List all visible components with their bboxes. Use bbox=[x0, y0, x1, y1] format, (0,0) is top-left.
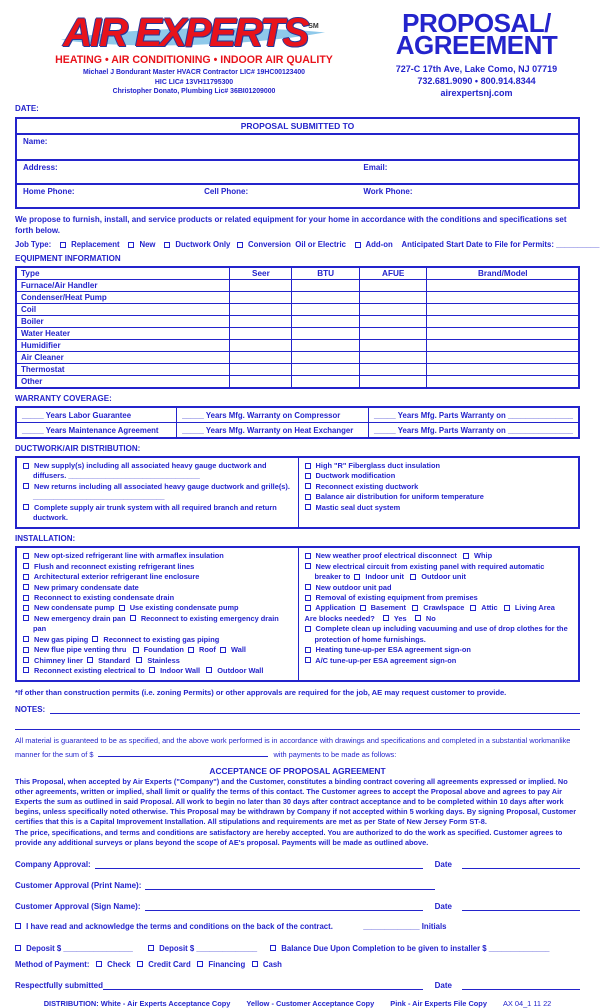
form-title-line2: AGREEMENT bbox=[395, 30, 558, 60]
equipment-value-cell[interactable] bbox=[292, 340, 360, 352]
equipment-value-cell[interactable] bbox=[230, 316, 292, 328]
checkbox[interactable] bbox=[305, 595, 311, 601]
tagline: HEATING • AIR CONDITIONING • INDOOR AIR QUALITY bbox=[55, 54, 333, 66]
equipment-type-cell: Water Heater bbox=[16, 328, 230, 340]
company-approval-row bbox=[15, 859, 580, 869]
checkbox[interactable] bbox=[23, 504, 29, 510]
customer-print-label: Customer Approval (Print Name): bbox=[15, 880, 142, 890]
sum-paragraph bbox=[15, 734, 580, 762]
checkbox[interactable] bbox=[220, 647, 226, 653]
checkbox[interactable] bbox=[305, 657, 311, 663]
equipment-value-cell[interactable] bbox=[230, 280, 292, 292]
checkbox[interactable] bbox=[130, 615, 136, 621]
company-approval-label: Company Approval: bbox=[15, 859, 91, 869]
warranty-cell[interactable]: _____ Years Maintenance Agreement bbox=[16, 423, 177, 439]
equipment-value-cell[interactable] bbox=[427, 364, 579, 376]
header bbox=[15, 5, 580, 99]
checklist-item: New electrical circuit from existing panel with required automatic breaker to Indoor unit Outdoor unit bbox=[305, 562, 574, 583]
customer-print-line[interactable] bbox=[145, 880, 435, 890]
customer-sign-approval-row bbox=[15, 901, 580, 911]
checklist-item: Removal of existing equipment from premises bbox=[305, 593, 574, 603]
checkbox[interactable] bbox=[305, 463, 311, 469]
equipment-row bbox=[16, 304, 579, 316]
checkbox[interactable] bbox=[470, 605, 476, 611]
checkbox[interactable] bbox=[23, 563, 29, 569]
checkbox[interactable] bbox=[270, 945, 276, 951]
checkbox[interactable] bbox=[237, 242, 243, 248]
checklist-item: Balance air distribution for uniform temperature bbox=[305, 492, 574, 502]
equipment-row bbox=[16, 352, 579, 364]
col-afue: AFUE bbox=[359, 267, 427, 280]
warranty-table bbox=[15, 406, 580, 439]
checklist-item: Ductwork modification bbox=[305, 471, 574, 481]
checkbox[interactable] bbox=[23, 595, 29, 601]
checklist-item: Complete clean up including vacuuming and use of drop clothes for the protection of home furnishings. bbox=[305, 624, 574, 645]
checkbox[interactable] bbox=[96, 961, 102, 967]
checklist-item: New gas piping Reconnect to existing gas piping bbox=[23, 635, 293, 645]
notes-row bbox=[15, 704, 580, 714]
checkbox[interactable] bbox=[305, 647, 311, 653]
ductwork-box bbox=[15, 456, 580, 529]
equipment-value-cell[interactable] bbox=[359, 304, 427, 316]
checklist-item: New weather proof electrical disconnect Whip bbox=[305, 551, 574, 561]
ductwork-left-column bbox=[17, 458, 298, 527]
equipment-value-cell[interactable] bbox=[427, 292, 579, 304]
equipment-type-cell: Condenser/Heat Pump bbox=[16, 292, 230, 304]
respectfully-submitted-row bbox=[15, 980, 580, 990]
equipment-value-cell[interactable] bbox=[292, 364, 360, 376]
col-seer: Seer bbox=[230, 267, 292, 280]
equipment-value-cell[interactable] bbox=[359, 352, 427, 364]
equipment-value-cell[interactable] bbox=[292, 304, 360, 316]
sum-text-2: with payments to be made as follows: bbox=[273, 750, 397, 760]
checkbox[interactable] bbox=[305, 483, 311, 489]
intro-text: We propose to furnish, install, and service products or related equipment for your home in accordance with the conditions and specifications set forth below. bbox=[15, 215, 567, 235]
date-label: DATE: bbox=[15, 104, 39, 113]
equipment-row bbox=[16, 376, 579, 389]
warranty-row bbox=[16, 423, 579, 439]
checklist-item: New flue pipe venting thru Foundation Roof Wall bbox=[23, 645, 293, 655]
equipment-value-cell[interactable] bbox=[427, 376, 579, 389]
address-field[interactable]: Address: bbox=[23, 163, 58, 172]
checkbox[interactable] bbox=[504, 605, 510, 611]
equipment-type-cell: Other bbox=[16, 376, 230, 389]
checklist-item: New condensate pump Use existing condensate pump bbox=[23, 603, 293, 613]
checklist-item: New supply(s) including all associated heavy gauge ductwork and diffusers. ________________________________ bbox=[23, 461, 293, 482]
equipment-type-cell: Humidifier bbox=[16, 340, 230, 352]
checklist-item: Reconnect existing electrical to Indoor Wall Outdoor Wall bbox=[23, 666, 293, 676]
checkbox[interactable] bbox=[252, 961, 258, 967]
checkbox[interactable] bbox=[87, 657, 93, 663]
checkbox[interactable] bbox=[137, 961, 143, 967]
checkbox[interactable] bbox=[305, 605, 311, 611]
installation-left-column bbox=[17, 548, 298, 680]
equipment-value-cell[interactable] bbox=[292, 316, 360, 328]
equipment-type-cell: Thermostat bbox=[16, 364, 230, 376]
checkbox[interactable] bbox=[305, 553, 311, 559]
name-field[interactable]: Name: bbox=[23, 137, 48, 146]
warranty-cell[interactable]: _____ Years Mfg. Parts Warranty on _______________ bbox=[369, 407, 579, 423]
checklist-item: New outdoor unit pad bbox=[305, 583, 574, 593]
equipment-row bbox=[16, 280, 579, 292]
distribution-white: DISTRIBUTION: White - Air Experts Acceptance Copy bbox=[43, 998, 231, 1008]
checkbox[interactable] bbox=[119, 605, 125, 611]
equipment-value-cell[interactable] bbox=[292, 352, 360, 364]
checkbox[interactable] bbox=[133, 647, 139, 653]
submitted-to-table bbox=[15, 117, 580, 209]
warranty-cell[interactable]: _____ Years Mfg. Parts Warranty on _______________ bbox=[369, 423, 579, 439]
checkbox[interactable] bbox=[360, 605, 366, 611]
checkbox[interactable] bbox=[188, 647, 194, 653]
cell-phone-field[interactable]: Cell Phone: bbox=[204, 187, 249, 196]
work-phone-field[interactable]: Work Phone: bbox=[363, 187, 413, 196]
checkbox[interactable] bbox=[355, 242, 361, 248]
equipment-type-cell: Coil bbox=[16, 304, 230, 316]
date-label: Date bbox=[434, 859, 452, 869]
date-label: Date bbox=[434, 901, 452, 911]
checklist-item: A/C tune-up-per ESA agreement sign-on bbox=[305, 656, 574, 666]
checkbox[interactable] bbox=[412, 605, 418, 611]
checkbox[interactable] bbox=[415, 615, 421, 621]
distribution-footer bbox=[15, 999, 580, 1008]
equipment-value-cell[interactable] bbox=[230, 352, 292, 364]
checklist-item: Architectural exterior refrigerant line enclosure bbox=[23, 572, 293, 582]
checkbox[interactable] bbox=[92, 636, 98, 642]
submitted-date-line[interactable] bbox=[462, 980, 580, 990]
equipment-value-cell[interactable] bbox=[427, 328, 579, 340]
checkbox[interactable] bbox=[128, 242, 134, 248]
checkbox[interactable] bbox=[463, 553, 469, 559]
equipment-value-cell[interactable] bbox=[427, 340, 579, 352]
checklist-item: Complete supply air trunk system with all required branch and return ductwork. bbox=[23, 503, 293, 524]
company-website[interactable]: airexpertsnj.com bbox=[440, 88, 513, 98]
checkbox[interactable] bbox=[383, 615, 389, 621]
equipment-value-cell[interactable] bbox=[359, 316, 427, 328]
permits-footnote: *If other than construction permits (i.e. zoning Permits) or other approvals are required for the job, AE may request customer to provide. bbox=[15, 688, 507, 698]
equipment-value-cell[interactable] bbox=[359, 376, 427, 389]
equipment-value-cell[interactable] bbox=[292, 292, 360, 304]
warranty-cell[interactable]: _____ Years Mfg. Warranty on Compressor bbox=[177, 407, 369, 423]
warranty-section-title: WARRANTY COVERAGE: bbox=[15, 394, 112, 403]
notes-label: NOTES: bbox=[15, 705, 46, 715]
equipment-type-cell: Air Cleaner bbox=[16, 352, 230, 364]
home-phone-field[interactable]: Home Phone: bbox=[23, 187, 75, 196]
ductwork-right-column bbox=[298, 458, 579, 527]
equipment-value-cell[interactable] bbox=[359, 292, 427, 304]
date-label: Date bbox=[434, 980, 452, 990]
equipment-value-cell[interactable] bbox=[359, 340, 427, 352]
license-line-3: Christopher Donato, Plumbing Lic# 36BI01209000 bbox=[112, 88, 276, 96]
distribution-yellow: Yellow - Customer Acceptance Copy bbox=[246, 998, 375, 1008]
equipment-value-cell[interactable] bbox=[427, 280, 579, 292]
equipment-value-cell[interactable] bbox=[230, 340, 292, 352]
name-row bbox=[17, 135, 578, 159]
checkbox[interactable] bbox=[15, 923, 21, 929]
license-lines bbox=[15, 68, 373, 97]
checkbox[interactable] bbox=[354, 574, 360, 580]
acknowledge-line: I have read and acknowledge the terms and conditions on the back of the contract. _____________ Initials bbox=[15, 922, 580, 931]
form-title-line1: PROPOSAL/ bbox=[402, 8, 551, 38]
checkbox[interactable] bbox=[23, 667, 29, 673]
checkbox[interactable] bbox=[23, 463, 29, 469]
equipment-value-cell[interactable] bbox=[230, 328, 292, 340]
logo-block bbox=[15, 5, 373, 99]
col-btu: BTU bbox=[292, 267, 360, 280]
respectfully-submitted-label: Respectfully submitted bbox=[15, 980, 104, 990]
equipment-value-cell[interactable] bbox=[427, 304, 579, 316]
checklist-item: Heating tune-up-per ESA agreement sign-on bbox=[305, 645, 574, 655]
checkbox[interactable] bbox=[305, 626, 311, 632]
equipment-value-cell[interactable] bbox=[230, 364, 292, 376]
checklist-item: Reconnect existing ductwork bbox=[305, 482, 574, 492]
col-type: Type bbox=[16, 267, 230, 280]
company-address: 727-C 17th Ave, Lake Como, NJ 07719 bbox=[395, 64, 558, 74]
equipment-row bbox=[16, 316, 579, 328]
service-mark: SM bbox=[308, 23, 319, 30]
checkbox[interactable] bbox=[305, 473, 311, 479]
form-code: AX 04_1 11 22 bbox=[502, 998, 552, 1008]
license-line-2: HIC LIC# 13VH11795300 bbox=[154, 78, 234, 86]
equipment-value-cell[interactable] bbox=[359, 280, 427, 292]
checklist-item: Reconnect to existing condensate drain bbox=[23, 593, 293, 603]
equipment-value-cell[interactable] bbox=[292, 376, 360, 389]
sum-amount-line[interactable] bbox=[98, 750, 268, 757]
warranty-cell[interactable]: _____ Years Labor Guarantee bbox=[16, 407, 177, 423]
acceptance-body-1: This Proposal, when accepted by Air Experts ("Company") and the Customer, constitutes a binding contract covering all agreements expressed or implied. No other agreements, written or implied, shall limit or qualify the terms of this contact. The Customer agrees to accept the Proposal above and agrees to pay Air Experts the sum as outlined in said Proposal. All work to begin no later than 30 days after contract acceptance and to be completed within 10 days after work begins, unless specifically noted otherwise. This Proposal may be withdrawn by Company if not accepted within 5 working days. By signing Proposal, Customer certifies that this is a Capital Improvement Installation. All stipulations and requirements are met as per State of New Jersey Form ST-8. bbox=[15, 777, 577, 826]
equipment-value-cell[interactable] bbox=[230, 292, 292, 304]
equipment-header-row bbox=[16, 267, 579, 280]
phones-row bbox=[17, 183, 578, 207]
equipment-row bbox=[16, 364, 579, 376]
checkbox[interactable] bbox=[305, 504, 311, 510]
checkbox[interactable] bbox=[305, 584, 311, 590]
checkbox[interactable] bbox=[305, 494, 311, 500]
distribution-pink: Pink - Air Experts File Copy bbox=[390, 998, 487, 1008]
checklist-item: New emergency drain pan Reconnect to existing emergency drain pan bbox=[23, 614, 293, 635]
equipment-value-cell[interactable] bbox=[427, 316, 579, 328]
checklist-item: New primary condensate date bbox=[23, 583, 293, 593]
checkbox[interactable] bbox=[23, 615, 29, 621]
date-field[interactable] bbox=[15, 104, 580, 113]
submitted-line[interactable] bbox=[103, 980, 423, 990]
equipment-row bbox=[16, 292, 579, 304]
checkbox[interactable] bbox=[23, 483, 29, 489]
equipment-section-title: EQUIPMENT INFORMATION bbox=[15, 254, 121, 263]
checkbox[interactable] bbox=[164, 242, 170, 248]
sum-text-1: All material is guaranteed to be as specified, and the above work performed is in accordance with drawings and specifications and completed in a substantial workmanlike manner for the sum of $ bbox=[15, 736, 571, 760]
acceptance-title: ACCEPTANCE OF PROPOSAL AGREEMENT bbox=[209, 766, 386, 777]
equipment-value-cell[interactable] bbox=[427, 352, 579, 364]
license-line-1: Michael J Bondurant Master HVACR Contractor LIC# 19HC00123400 bbox=[83, 69, 305, 76]
equipment-row bbox=[16, 340, 579, 352]
checklist-item: Mastic seal duct system bbox=[305, 503, 574, 513]
installation-right-column bbox=[298, 548, 579, 680]
submitted-to-title: PROPOSAL SUBMITTED TO bbox=[17, 119, 578, 135]
job-type-line: Job Type: Replacement New Ductwork Only Conversion Oil or Electric Add-on Anticipated Start Date to File for Permits: __________ bbox=[15, 240, 600, 249]
checklist-item: New returns including all associated heavy gauge ductwork and grille(s). ________________________________ bbox=[23, 482, 293, 503]
customer-print-approval-row bbox=[15, 880, 580, 890]
email-field[interactable]: Email: bbox=[363, 163, 388, 172]
equipment-table bbox=[15, 266, 580, 389]
checkbox[interactable] bbox=[410, 574, 416, 580]
checkbox[interactable] bbox=[136, 657, 142, 663]
checkbox[interactable] bbox=[197, 961, 203, 967]
checkbox[interactable] bbox=[23, 574, 29, 580]
deposit-line: Deposit $ ________________ Deposit $ ______________ Balance Due Upon Completion to be given to installer $ ______________ bbox=[15, 944, 580, 953]
notes-line[interactable] bbox=[50, 704, 580, 714]
title-block bbox=[373, 5, 580, 99]
company-phones: 732.681.9090 • 800.914.8344 bbox=[417, 76, 536, 86]
equipment-value-cell[interactable] bbox=[230, 376, 292, 389]
equipment-value-cell[interactable] bbox=[292, 328, 360, 340]
company-approval-date-line[interactable] bbox=[462, 859, 580, 869]
checklist-item: Chimney liner Standard Stainless bbox=[23, 656, 293, 666]
equipment-type-cell: Furnace/Air Handler bbox=[16, 280, 230, 292]
checkbox[interactable] bbox=[149, 667, 155, 673]
company-contact bbox=[373, 63, 580, 99]
checkbox[interactable] bbox=[23, 605, 29, 611]
checkbox[interactable] bbox=[23, 657, 29, 663]
checkbox[interactable] bbox=[23, 636, 29, 642]
checkbox[interactable] bbox=[23, 584, 29, 590]
ductwork-section-title: DUCTWORK/AIR DISTRIBUTION: bbox=[15, 444, 141, 453]
warranty-cell[interactable]: _____ Years Mfg. Warranty on Heat Exchanger bbox=[177, 423, 369, 439]
equipment-row bbox=[16, 328, 579, 340]
form-title bbox=[373, 8, 580, 60]
checkbox[interactable] bbox=[206, 667, 212, 673]
equipment-value-cell[interactable] bbox=[359, 328, 427, 340]
notes-second-line[interactable] bbox=[15, 729, 580, 730]
air-experts-logo bbox=[61, 5, 327, 53]
payment-method-line: Method of Payment: Check Credit Card Financing Cash bbox=[15, 959, 282, 969]
logo-text: AIR EXPERTS℠ bbox=[63, 11, 319, 55]
warranty-row bbox=[16, 407, 579, 423]
checkbox[interactable] bbox=[305, 563, 311, 569]
address-row bbox=[17, 159, 578, 183]
checkbox[interactable] bbox=[148, 945, 154, 951]
customer-sign-date-line[interactable] bbox=[462, 901, 580, 911]
checkbox[interactable] bbox=[15, 945, 21, 951]
col-brand-model: Brand/Model bbox=[427, 267, 579, 280]
installation-box bbox=[15, 546, 580, 682]
equipment-value-cell[interactable] bbox=[230, 304, 292, 316]
checklist-item: Application Basement Crawlspace Attic Living Area bbox=[305, 603, 574, 613]
checklist-item: Are blocks needed? Yes No bbox=[304, 613, 436, 623]
checklist-item: High "R" Fiberglass duct insulation bbox=[305, 461, 574, 471]
checkbox[interactable] bbox=[23, 553, 29, 559]
equipment-type-cell: Boiler bbox=[16, 316, 230, 328]
installation-section-title: INSTALLATION: bbox=[15, 534, 76, 544]
company-approval-line[interactable] bbox=[95, 859, 423, 869]
checkbox[interactable] bbox=[23, 647, 29, 653]
equipment-value-cell[interactable] bbox=[292, 280, 360, 292]
checkbox[interactable] bbox=[60, 242, 66, 248]
checklist-item: New opt-sized refrigerant line with armaflex insulation bbox=[23, 551, 293, 561]
acceptance-body-2: The price, specifications, and terms and conditions are satisfactory are hereby accepted. You are authorized to do the work as specified. Customer agrees to provide any additional surveys or plans beyond the scope of AE's proposal. Payments will be made as outlined above. bbox=[15, 827, 563, 847]
customer-sign-label: Customer Approval (Sign Name): bbox=[15, 901, 141, 911]
equipment-value-cell[interactable] bbox=[359, 364, 427, 376]
checklist-item: Flush and reconnect existing refrigerant lines bbox=[23, 562, 293, 572]
customer-sign-line[interactable] bbox=[145, 901, 423, 911]
